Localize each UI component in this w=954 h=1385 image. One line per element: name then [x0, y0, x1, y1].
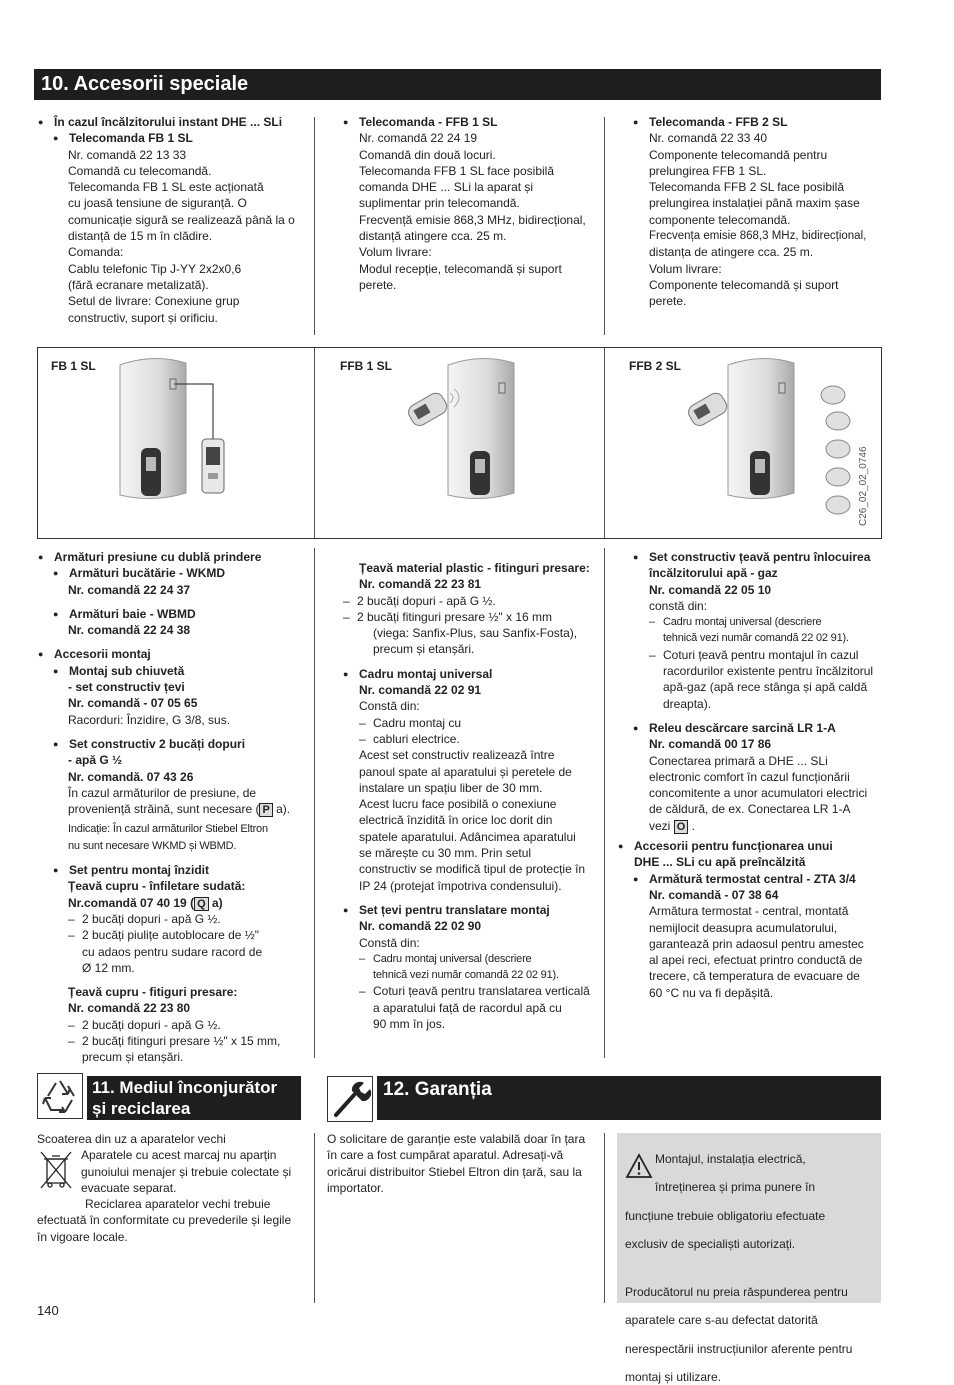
- text-line: se mărește cu 30 mm. Prin setul: [359, 846, 532, 861]
- list-item: ● Accesorii montaj: [38, 646, 310, 662]
- text-line: cu adaos pentru sudare racord de: [82, 944, 263, 959]
- figure-label-fb1: FB 1 SL: [51, 359, 96, 373]
- text-line: racordurilor existente pentru încălzitorul: [663, 664, 874, 679]
- text-line: spatele aparatului. Adâncimea aparatului: [359, 829, 576, 844]
- text-line: constă din:: [649, 598, 708, 613]
- dash-item: – Coturi țeavă pentru montajul în cazul: [649, 647, 884, 663]
- text-line: nu sunt necesare WKMD și WBMD.: [68, 839, 237, 852]
- ffb2sl-description: [633, 114, 883, 310]
- order-number: Nr. comandă 22 24 19: [359, 131, 478, 146]
- fb1sl-description: [38, 114, 310, 326]
- order-number: Nr. comandă 00 17 86: [649, 737, 772, 752]
- text-line: Modul recepție, telecomandă și suport: [359, 261, 562, 276]
- text-line: electronic comfort în cazul funcționării: [649, 769, 850, 784]
- text-line: tehnică vezi număr comandă 22 02 91).: [373, 969, 559, 982]
- text-line: Țeavă cupru - fitiguri presare:: [68, 985, 238, 1000]
- mounting-accessories-section: [343, 560, 601, 1032]
- text-line: tehnică vezi număr comandă 22 02 91).: [663, 632, 849, 645]
- list-item: ● Accesorii pentru funcționarea unui: [618, 838, 884, 854]
- text-line: precum și etanșări.: [373, 642, 475, 657]
- text-line: Telecomanda FFB 2 SL face posibilă: [649, 180, 844, 195]
- text-line: Țeavă material plastic - fitinguri presare:: [359, 561, 590, 575]
- divider: [604, 1133, 605, 1303]
- dash-item: – 2 bucăți dopuri - apă G ½.: [68, 1017, 310, 1033]
- dash-item: – 2 bucăți dopuri - apă G ½.: [68, 911, 310, 927]
- ffb1sl-description: [343, 114, 601, 293]
- divider: [314, 548, 315, 1058]
- text-line: comanda DHE ... SLi la aparat și: [359, 180, 534, 195]
- list-item: ● Releu descărcare sarcină LR 1-A: [633, 720, 884, 736]
- text-line: [68, 801, 310, 817]
- text-line: Comandă din două locuri.: [359, 147, 496, 162]
- text-line: Componente telecomandă și suport: [649, 277, 839, 292]
- q-marker: Q: [194, 897, 209, 911]
- order-number: Nr. comandă 22 13 33: [68, 147, 187, 162]
- divider: [604, 348, 605, 538]
- text-line: panoul spate al aparatului și peretele de: [359, 764, 572, 779]
- recycling-text: [37, 1131, 307, 1245]
- text-part: Nr.comandă 07 40 19 (: [68, 895, 195, 910]
- figure-label-ffb1: FFB 1 SL: [340, 359, 393, 373]
- list-item: ● Cadru montaj universal: [343, 666, 601, 682]
- order-number: Nr. comandă 22 02 90: [359, 919, 482, 934]
- list-item: ● Montaj sub chiuvetă: [53, 663, 310, 679]
- text-line: gunoiului menajer și trebuie colectate și: [81, 1164, 292, 1179]
- text-line: Constă din:: [359, 699, 420, 714]
- figure-label-ffb2: FFB 2 SL: [629, 359, 682, 373]
- text-line: prelungirea instalației până maxim șase: [649, 196, 860, 211]
- text-line: Armătura termostat - central, montată: [649, 904, 849, 919]
- text-line: [649, 818, 884, 834]
- text-line: Racorduri: Înzidire, G 3/8, sus.: [68, 712, 231, 727]
- list-item: ● Set constructiv 2 bucăți dopuri: [53, 736, 310, 752]
- pressure-fittings-section: [38, 549, 310, 1066]
- text-line: Cablu telefonic Tip J-YY 2x2x0,6: [68, 261, 242, 276]
- text-line: Țeavă cupru - înfiletare sudată:: [68, 879, 246, 894]
- text-line: dreapta).: [663, 696, 712, 711]
- dash-item: – Coturi țeavă pentru translatarea verticală: [359, 983, 601, 999]
- text-part: a): [208, 895, 223, 910]
- list-item: ● Set țevi pentru translatare montaj: [343, 902, 601, 918]
- text-line: Setul de livrare: Conexiune grup: [68, 294, 240, 309]
- text-line: Scoaterea din uz a aparatelor vechi: [37, 1132, 226, 1146]
- section-11-title-line2: și reciclarea: [92, 1099, 191, 1118]
- text-line: suplimentar prin telecomandă.: [359, 196, 520, 211]
- o-marker: O: [674, 820, 689, 834]
- wrench-icon: [327, 1076, 373, 1122]
- text-line: funcțiune trebuie obligatoriu efectuate: [625, 1208, 826, 1223]
- text-line: exclusiv de specialiști autorizați.: [625, 1236, 796, 1251]
- text-line: efectuată în conformitate cu prevederile și legile: [37, 1213, 292, 1228]
- dash-item: – 2 bucăți dopuri - apă G ½.: [343, 593, 601, 609]
- list-item: ● În cazul încălzitorului instant DHE ... SLi: [38, 114, 310, 130]
- divider: [314, 117, 315, 335]
- text-line: Producătorul nu preia răspunderea pentru: [625, 1285, 848, 1300]
- text-line: trecere, că temperatura de evacuare de: [649, 969, 860, 984]
- list-item: ● Armături presiune cu dublă prindere: [38, 549, 310, 565]
- dash-item: – cabluri electrice.: [359, 731, 601, 747]
- text-line: Indicație: În cazul armăturilor Stiebel Eltron: [68, 823, 268, 836]
- text-line: Frecvență emisie 868,3 MHz, bidirecțional,: [359, 212, 586, 227]
- text-line: instalare un spațiu liber de 30 mm.: [359, 780, 543, 795]
- accessory-figures: [37, 347, 882, 539]
- list-item: ● Set pentru montaj înzidit: [53, 862, 310, 878]
- fb1sl-illustration: [108, 353, 308, 533]
- list-item: ● Armături bucătărie - WKMD: [53, 565, 310, 581]
- order-number: Nr. comandă 22 23 81: [359, 577, 482, 592]
- text-line: Constă din:: [359, 935, 420, 950]
- text-line: încălzitorului apă - gaz: [649, 566, 778, 581]
- section-10-title: 10. Accesorii speciale: [41, 73, 249, 95]
- text-line: precum și etanșări.: [82, 1050, 184, 1065]
- text-line: Comanda:: [68, 245, 124, 260]
- warning-icon: [625, 1153, 653, 1179]
- dash-item: – 2 bucăți fitinguri presare ½" x 15 mm,: [68, 1033, 310, 1049]
- figure-code: C26_02_02_0746: [858, 446, 869, 526]
- text-line: distanța de atingere cca. 25 m.: [649, 245, 814, 260]
- list-item: ● Armătură termostat central - ZTA 3/4: [633, 871, 884, 887]
- list-item: ● Set constructiv țeavă pentru înlocuirea: [633, 549, 884, 565]
- divider: [604, 117, 605, 335]
- section-12-title: 12. Garanția: [383, 1079, 492, 1100]
- text-line: Telecomanda FFB 1 SL face posibilă: [359, 163, 554, 178]
- dash-item: – Cadru montaj universal (descriere: [359, 951, 601, 967]
- list-item: ● Telecomanda - FFB 1 SL: [343, 114, 601, 130]
- text-line: nemijlocit deasupra acumulatorului,: [649, 920, 838, 935]
- text-line: O solicitare de garanție este valabilă doar în țara: [327, 1132, 586, 1146]
- text-line: 90 mm în jos.: [373, 1017, 446, 1032]
- text-line: Ø 12 mm.: [82, 960, 135, 975]
- order-number: Nr. comandă 22 24 38: [68, 623, 191, 638]
- order-number: Nr. comandă - 07 05 65: [68, 696, 198, 711]
- text-line: aparatele care s-au defectat datorită: [625, 1313, 818, 1328]
- text-line: Componente telecomandă pentru: [649, 147, 828, 162]
- text-line: în vigoare locale.: [37, 1229, 128, 1244]
- list-item: ● Telecomanda - FFB 2 SL: [633, 114, 883, 130]
- text-line: constructiv, suport și orificiu.: [68, 310, 218, 325]
- text-part: .: [688, 818, 695, 833]
- text-line: Aparatele cu acest marcaj nu aparțin: [81, 1148, 277, 1163]
- text-line: evacuate separat.: [81, 1180, 177, 1195]
- text-line: În cazul armăturilor de presiune, de: [68, 785, 257, 800]
- order-number: Nr. comandă 22 24 37: [68, 582, 191, 597]
- divider: [604, 548, 605, 1058]
- text-line: cu joasă tensiune de siguranță. O: [68, 196, 247, 211]
- divider: [314, 1133, 315, 1303]
- text-line: - set constructiv țevi: [68, 680, 185, 695]
- text-line: montaj și utilizare.: [625, 1370, 722, 1385]
- text-line: comunicație sigură se realizează până la o: [68, 212, 295, 227]
- text-line: componente telecomandă.: [649, 212, 791, 227]
- text-line: Telecomanda FB 1 SL este acționată: [68, 180, 264, 195]
- text-line: IP 24 (protejat împotriva condensului).: [359, 878, 562, 893]
- text-line: distanță atingere cca. 25 m.: [359, 229, 507, 244]
- text-line: perete.: [359, 277, 397, 292]
- ffb2sl-illustration: [658, 353, 858, 533]
- crossed-bin-icon: [38, 1149, 74, 1191]
- dash-item: – Cadru montaj universal (descriere: [649, 614, 884, 630]
- list-item: ● Armături baie - WBMD: [53, 606, 310, 622]
- text-line: Frecvența emisie 868,3 MHz, bidirecțional,: [649, 230, 867, 243]
- text-line: Reciclarea aparatelor vechi trebuie: [85, 1197, 271, 1212]
- order-number: Nr. comandă 22 02 91: [359, 683, 482, 698]
- dash-item: – Cadru montaj cu: [359, 715, 601, 731]
- section-12-header: [377, 1076, 881, 1120]
- text-line: nerespectării instrucțiunilor aferente pentru: [625, 1341, 853, 1356]
- text-line: - apă G ½: [68, 753, 123, 768]
- order-number: [68, 895, 310, 911]
- section-10-header: [34, 69, 881, 100]
- list-item: ● Telecomanda FB 1 SL: [53, 130, 310, 146]
- text-line: apă-gaz (apă rece stânga și apă caldă: [663, 680, 868, 695]
- dash-item: – 2 bucăți fitinguri presare ½" x 16 mm: [343, 609, 601, 625]
- text-line: Comandă cu telecomandă.: [68, 163, 212, 178]
- text-line: Conectarea primară a DHE ... SLi: [649, 753, 828, 768]
- text-line: Acest set constructiv realizează între: [359, 748, 555, 763]
- divider: [314, 348, 315, 538]
- text-line: Montajul, instalația electrică,: [655, 1152, 806, 1166]
- replacement-accessories-section: [618, 549, 884, 1001]
- text-line: (viega: Sanfix-Plus, sau Sanfix-Fosta),: [373, 626, 578, 641]
- text-line: întreținerea și prima punere în: [655, 1180, 816, 1195]
- order-number: Nr. comandă 22 23 80: [68, 1001, 191, 1016]
- text-part: a).: [272, 802, 291, 817]
- text-line: în care a fost cumpărat aparatul. Adresați-vă: [327, 1148, 564, 1163]
- text-line: Acest lucru face posibilă o conexiune: [359, 797, 557, 812]
- text-line: de căldură, de ex. Conectarea LR 1-A: [649, 802, 851, 817]
- page-number: 140: [37, 1303, 59, 1318]
- ffb1sl-illustration: [378, 353, 578, 533]
- text-line: 60 °C nu va fi depășită.: [649, 985, 774, 1000]
- text-part: vezi: [649, 818, 671, 833]
- text-line: perete.: [649, 294, 687, 309]
- text-line: garantează prin adaosul pentru amestec: [649, 936, 864, 951]
- order-number: Nr. comandă 22 33 40: [649, 131, 768, 146]
- section-11-header: [87, 1076, 301, 1120]
- text-line: Volum livrare:: [649, 261, 722, 276]
- warranty-text: [327, 1131, 599, 1196]
- text-line: concomitente a unor acumulatori electrici: [649, 786, 868, 801]
- p-marker: P: [259, 803, 272, 817]
- caution-box: [617, 1133, 881, 1385]
- text-line: prelungirea FFB 1 SL.: [649, 163, 767, 178]
- text-line: oricărui distribuitor Stiebel Eltron din țară, sau la: [327, 1164, 582, 1179]
- section-11-title-line1: 11. Mediul înconjurător: [92, 1078, 278, 1097]
- dash-item: – 2 bucăți piulițe autoblocare de ½": [68, 927, 310, 943]
- text-part: proveniență străină, sunt necesare (: [68, 802, 260, 817]
- text-line: distanță de 15 m în clădire.: [68, 229, 213, 244]
- text-line: constructiv se modifică tipul de protecție în: [359, 862, 586, 877]
- text-line: Volum livrare:: [359, 245, 432, 260]
- order-number: Nr. comandă - 07 38 64: [649, 887, 779, 902]
- text-line: DHE ... SLi cu apă preîncălzită: [634, 855, 806, 870]
- text-line: importator.: [327, 1180, 384, 1195]
- order-number: Nr. comandă 22 05 10: [649, 582, 772, 597]
- text-line: electrică înzidită în orice loc dorit din: [359, 813, 553, 828]
- text-line: a aparatului față de racordul apă cu: [373, 1000, 562, 1015]
- order-number: Nr. comandă. 07 43 26: [68, 769, 194, 784]
- text-line: (fără ecranare metalizată).: [68, 277, 209, 292]
- recycle-icon: [37, 1073, 83, 1119]
- text-line: al apei reci, efectuat printro conductă de: [649, 953, 863, 968]
